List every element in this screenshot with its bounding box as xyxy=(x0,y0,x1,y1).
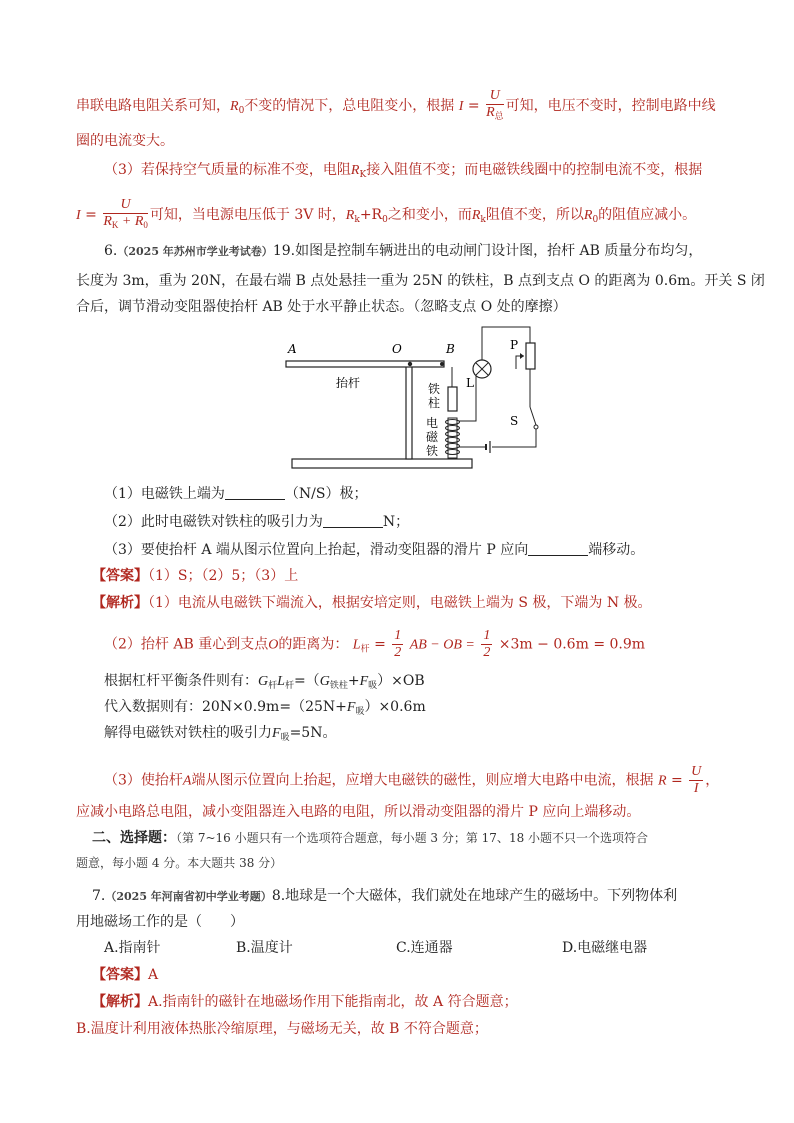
q6-answer: 【答案】（1）S；（2）5；（3）上 xyxy=(92,568,299,584)
pivot-o xyxy=(408,362,412,366)
option-b[interactable]: B.温度计 xyxy=(236,940,293,956)
label-l: L xyxy=(466,376,474,390)
q6-analysis-7: 应减小电路总电阻，减小变阻器连入电路的电阻，所以滑动变阻器的滑片 P 应向上端移动。 xyxy=(76,804,641,820)
label-bar: 抬杆 xyxy=(336,376,361,390)
section-2-heading: 二、选择题：（第 7~16 小题只有一个选项符合题意，每小题 3 分；第 17、18 小题不只一个选项符合 xyxy=(92,830,649,846)
q7-answer: 【答案】A xyxy=(92,967,159,983)
p3-line2: I = $\frac{U}{R_K + R_0}$ 可知，当电源电压低于 3V 时，$R_k+R_0$之和变小，而$R_k$阻值不变，所以$R_0$的阻值应减小。 xyxy=(76,197,718,233)
rheostat xyxy=(526,343,535,369)
q7-stem-line1: 7.（2025 年河南省初中学业考题）8.地球是一个大磁体，我们就处在地球产生的磁场中。下列物体利 xyxy=(92,888,678,904)
switch-s xyxy=(530,407,536,425)
q6-analysis-5: 解得电磁铁对铁柱的吸引力$F_吸=5N$。 xyxy=(104,725,337,743)
q6-sub1: （1）电磁铁上端为 （N/S）极； xyxy=(104,486,368,502)
label-s: S xyxy=(510,414,519,428)
q6-stem-line1: 6.（2025 年苏州市学业考试卷）19.如图是控制车辆进出的电动闸门设计图，抬杆 AB 质量分布均匀， xyxy=(104,243,703,259)
q6-analysis-2: （2）抬杆 AB 重心到支点O的距离为： $L_杆$ = $\frac{1}{2}$ AB − OB = $\frac{1}{2}$ ×3m − 0.6m = 0.9m xyxy=(104,628,646,660)
label-p: P xyxy=(510,338,519,352)
svg-text:铁: 铁 xyxy=(426,444,439,458)
blank-2[interactable] xyxy=(323,513,383,528)
option-a[interactable]: A.指南针 xyxy=(104,940,161,956)
support-pole xyxy=(406,365,412,459)
svg-text:磁: 磁 xyxy=(426,430,439,444)
q6-stem-line3: 合后，调节滑动变阻器使抬杆 AB 处于水平静止状态。（忽略支点 O 处的摩擦） xyxy=(76,299,567,315)
p1-line1: 串联电路电阻关系可知，$R_0$不变的情况下，总电阻变小，根据 I = $\frac{U}{R_总}$ 可知，电压不变时，控制电路中线 xyxy=(76,88,718,124)
q6-stem-line2: 长度为 3m，重为 20N，在最右端 B 点处悬挂一重为 25N 的铁柱，B 点到支点 O 的距离为 0.6m。开关 S 闭 xyxy=(76,273,765,289)
section-2-note: 题意，每小题 4 分。本大题共 38 分） xyxy=(76,856,283,870)
p1-line2: 圈的电流变大。 xyxy=(76,133,174,149)
blank-3[interactable] xyxy=(528,541,588,556)
q6-analysis-6: （3）使抬杆A端从图示位置向上抬起，应增大电磁铁的磁性，则应增大电路中电流，根据 R = $\frac{U}{I}$ ， xyxy=(104,764,720,796)
q6-analysis-3: 根据杠杆平衡条件则有：$G_杆L_杆=(G_{铁柱}+F_吸)\times OB$ xyxy=(104,673,425,691)
option-c[interactable]: C.连通器 xyxy=(396,940,453,956)
iron-column xyxy=(448,387,457,411)
label-iron-1: 铁 xyxy=(428,382,441,396)
q6-analysis-4: 代入数据则有：$20N\times 0.9m=(25N+F_吸)\times 0.6m$ xyxy=(104,699,426,717)
svg-text:电: 电 xyxy=(426,416,439,430)
label-b: B xyxy=(446,342,455,356)
label-iron-2: 柱 xyxy=(428,396,441,410)
fraction-u-over-rk-r0: $\frac{U}{R_K + R_0}$ xyxy=(103,197,148,230)
q7-analysis-1: 【解析】A.指南针的磁针在地磁场作用下能指南北，故 A 符合题意； xyxy=(92,994,518,1010)
label-o: O xyxy=(392,342,402,356)
blank-1[interactable] xyxy=(225,485,285,500)
q7-stem-line2: 用地磁场工作的是（ ） xyxy=(76,914,244,930)
label-a: A xyxy=(288,342,297,356)
base-plate xyxy=(292,459,472,468)
lift-bar xyxy=(286,361,444,367)
point-b xyxy=(440,362,444,366)
p3-line1: （3）若保持空气质量的标准不变，电阻$R_K$接入阻值不变；而电磁铁线圈中的控制电流不变，根据 xyxy=(104,162,703,180)
fraction-u-over-r-total: $\frac{U}{R_总}$ xyxy=(486,88,504,121)
q7-analysis-2: B.温度计利用液体热胀冷缩原理，与磁场无关，故 B 不符合题意； xyxy=(76,1021,488,1037)
option-d[interactable]: D.电磁继电器 xyxy=(562,940,648,956)
q6-sub3: （3）要使抬杆 A 端从图示位置向上抬起，滑动变阻器的滑片 P 应向 端移动。 xyxy=(104,542,645,558)
q6-sub2: （2）此时电磁铁对铁柱的吸引力为 N； xyxy=(104,514,410,530)
q6-analysis-1: 【解析】（1）电流从电磁铁下端流入，根据安培定则，电磁铁上端为 S 极，下端为 N 极。 xyxy=(92,595,652,611)
gate-circuit-diagram xyxy=(280,325,560,475)
